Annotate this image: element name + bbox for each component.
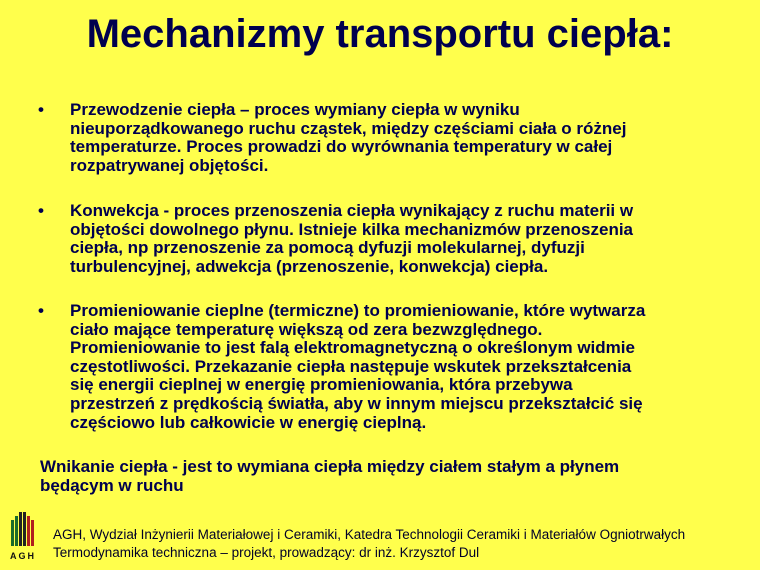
bullet-icon: • — [38, 100, 44, 119]
slide-title: Mechanizmy transportu ciepła: — [86, 12, 674, 56]
svg-text:AGH: AGH — [10, 551, 36, 561]
agh-logo-icon — [8, 510, 38, 562]
text-line: rozpatrywanej objętości. — [70, 155, 269, 175]
text-line: turbulencyjnej, adwekcja (przenoszenie, konwekcja) ciepła. — [70, 256, 549, 276]
footer — [53, 526, 685, 562]
bullet-icon: • — [38, 301, 44, 320]
text-line: nieuporządkowanego ruchu cząstek, między częściami ciała o różnej — [70, 118, 627, 138]
text-line: objętości dowolnego płynu. Istnieje kilka mechanizmów przenoszenia — [70, 219, 634, 239]
text-line: ciało mające temperaturę większą od zera bezwzględnego. — [70, 319, 543, 339]
footer-institution: AGH, Wydział Inżynierii Materiałowej i Ceramiki, Katedra Technologii Ceramiki i Materiałów Ogniotrwałych — [53, 527, 686, 542]
text-line: ciepła, np przenoszenie za pomocą dyfuzji molekularnej, dyfuzji — [70, 238, 585, 258]
text-line: Promieniowanie to jest falą elektromagnetyczną o określonym widmie — [70, 338, 635, 358]
text-line: się energii cieplnej w energię promieniowania, która przebywa — [70, 375, 573, 395]
text-line: będącym w ruchu — [40, 475, 184, 495]
text-line: Przewodzenie ciepła – proces wymiany ciepła w wyniku — [70, 100, 520, 119]
text-line: częściowo lub całkowicie w energię cieplną. — [70, 412, 427, 432]
paragraph-penetration — [40, 458, 619, 495]
text-line: przestrzeń z prędkością światła, aby w innym miejscu przekształcić się — [70, 393, 643, 413]
text-line: temperaturze. Proces prowadzi do wyrównania temperatury w całej — [70, 137, 613, 157]
footer-course: Termodynamika techniczna – projekt, prowadzący: dr inż. Krzysztof Dul — [53, 545, 480, 560]
text-line: Wnikanie ciepła - jest to wymiana ciepła między ciałem stałym a płynem — [40, 457, 620, 476]
text-line: Konwekcja - proces przenoszenia ciepła wynikający z ruchu materii w — [70, 201, 634, 220]
text-line: częstotliwości. Przekazanie ciepła następuje wskutek przekształcenia — [70, 356, 632, 376]
text-line: Promieniowanie cieplne (termiczne) to promieniowanie, które wytwarza — [70, 301, 646, 320]
bullet-icon: • — [38, 201, 44, 220]
